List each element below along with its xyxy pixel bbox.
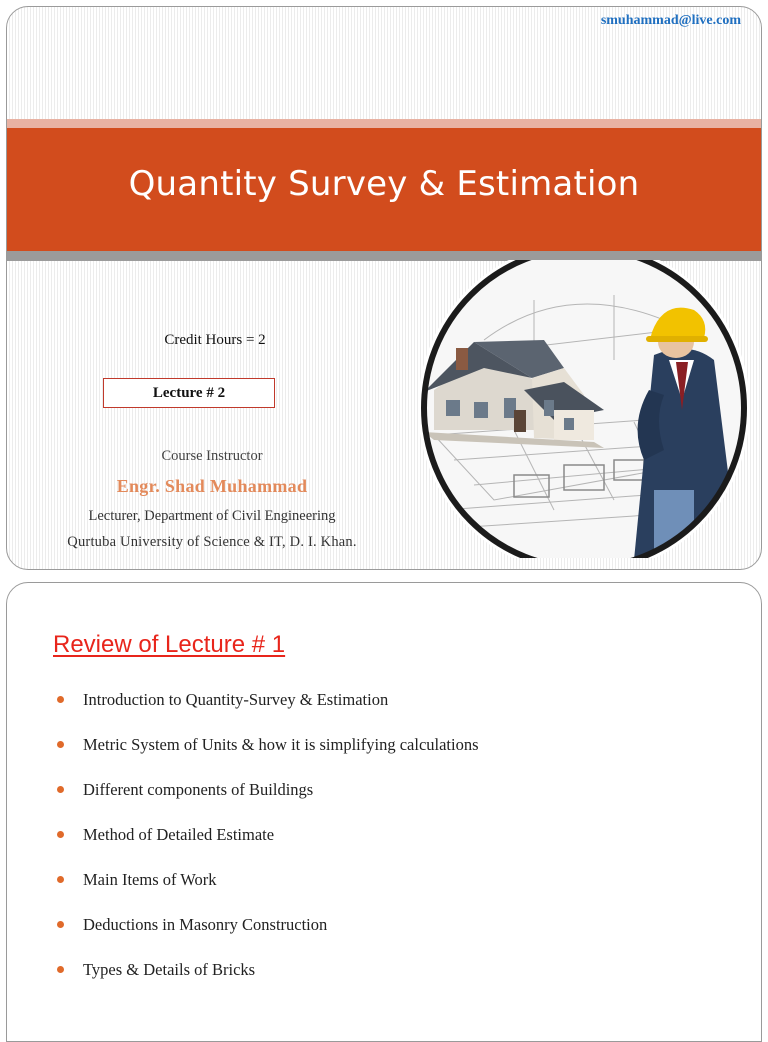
list-item-text: Introduction to Quantity-Survey & Estimation	[83, 690, 389, 709]
list-item-text: Different components of Buildings	[83, 780, 314, 799]
list-item-text: Types & Details of Bricks	[83, 960, 256, 979]
bullet-dot-icon	[57, 786, 64, 793]
list-item	[53, 915, 479, 960]
bullet-dot-icon	[57, 831, 64, 838]
review-bullet-list	[53, 690, 479, 1005]
bullet-dot-icon	[57, 696, 64, 703]
course-instructor-label: Course Instructor	[161, 448, 263, 464]
bullet-dot-icon	[57, 876, 64, 883]
list-item	[53, 960, 479, 1005]
review-heading: Review of Lecture # 1	[53, 631, 286, 658]
list-item	[53, 825, 479, 870]
bullet-dot-icon	[57, 921, 64, 928]
list-item-text: Main Items of Work	[83, 870, 217, 889]
banner-top-stripe	[7, 119, 761, 128]
lecture-number-box: Lecture # 2	[103, 378, 275, 408]
slide-title: Quantity Survey & Estimation	[128, 164, 640, 204]
list-item-text: Deductions in Masonry Construction	[83, 915, 328, 934]
list-item-text: Method of Detailed Estimate	[83, 825, 275, 844]
instructor-role: Lecturer, Department of Civil Engineering	[88, 508, 336, 524]
list-item	[53, 780, 479, 825]
engineer-house-blueprint-image	[414, 260, 752, 558]
bullet-dot-icon	[57, 966, 64, 973]
credit-hours: Credit Hours = 2	[164, 332, 266, 348]
bullet-dot-icon	[57, 741, 64, 748]
instructor-name: Engr. Shad Muhammad	[116, 476, 308, 496]
list-item	[53, 870, 479, 915]
university-name: Qurtuba University of Science & IT, D. I. Khan.	[67, 534, 357, 550]
list-item	[53, 735, 479, 780]
review-slide	[6, 582, 762, 1042]
email-address: smuhammad@live.com	[600, 13, 741, 28]
list-item	[53, 690, 479, 735]
list-item-text: Metric System of Units & how it is simplifying calculations	[83, 735, 479, 754]
title-slide	[6, 6, 762, 570]
